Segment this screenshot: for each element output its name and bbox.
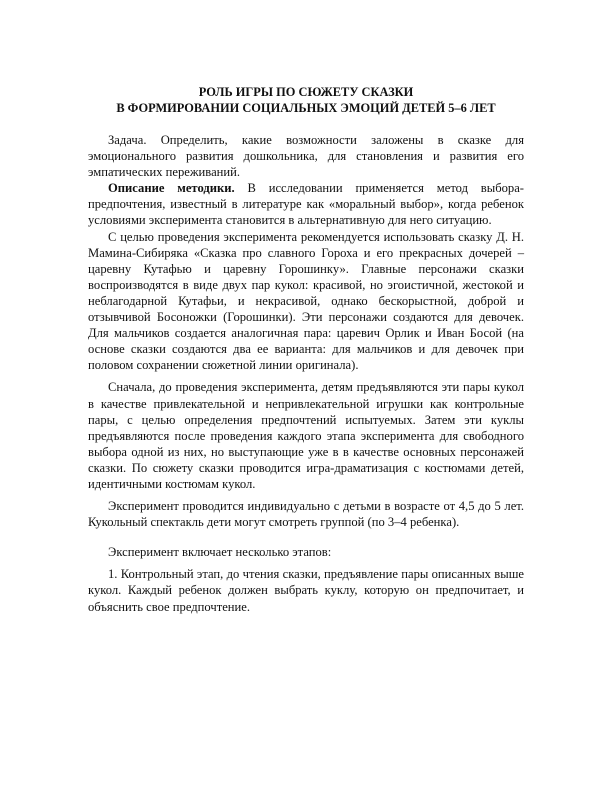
paragraph-procedure: Сначала, до проведения эксперимента, детям предъявляются эти пары кукол в качестве привлекательной и непривлекательной игрушки как контрольные пары, с целью определения предпочтений испытуемых. Затем эти куклы предъявляются после проведения каждого этапа эксперимента для свободного выбора одной из них, но выступающие уже в в качестве основных персонажей сказки. По сюжету сказки проводится игра-драматизация с костюмами детей, идентичными костюмам кукол. [88, 380, 524, 491]
paragraph-stage-1: 1. Контрольный этап, до чтения сказки, предъявление пары описанных выше кукол. Каждый ребенок должен выбрать куклу, которую он предпочитает, и объяснить свое предпочтение. [88, 567, 524, 614]
document-page [88, 84, 524, 615]
paragraph-stages-intro: Эксперимент включает несколько этапов: [108, 545, 332, 560]
document-title [88, 84, 524, 116]
task-text: Определить, какие возможности заложены в сказке для эмоционального развития дошкольника, для становления и развития его эмпатических переживаний. [88, 133, 524, 180]
paragraph-fairy-tale: С целью проведения эксперимента рекомендуется использовать сказку Д. Н. Мамина-Сибиряка «Сказка про славного Гороха и его прекрасных дочерей – царевну Кутафью и царевну Горошинку». Главные персонажи сказки воспроизводятся в виде двух пар кукол: красивой, но эгоистичной, жестокой и неблагодарной Кутафьи, и некрасивой, однако бескорыстной, доброй и отзывчивой Босоножки (Горошинки). Эти персонажи создаются для девочек. Для мальчиков создается аналогичная пара: царевич Орлик и Иван Босой (на основе сказки создаются два ее варианта: для мальчиков и для девочек при половом сохранении сюжетной линии оригинала). [88, 229, 524, 373]
method-lead: Описание методики. [108, 181, 235, 196]
title-line-1: РОЛЬ ИГРЫ ПО СЮЖЕТУ СКАЗКИ [198, 85, 414, 99]
method-text: В исследовании применяется метод выбора-предпочтения, известный в литературе как «моральный выбор», когда ребенок условиями эксперимента становится в альтернативную для него ситуацию. [88, 181, 524, 228]
title-line-2: В ФОРМИРОВАНИИ СОЦИАЛЬНЫХ ЭМОЦИЙ ДЕТЕЙ 5–6 ЛЕТ [116, 101, 496, 115]
paragraph-participants: Эксперимент проводится индивидуально с детьми в возрасте от 4,5 до 5 лет. Кукольный спектакль дети могут смотреть группой (по 3–4 ребенка). [88, 499, 524, 530]
task-lead: Задача. [108, 133, 147, 147]
paragraph-method [88, 180, 524, 228]
paragraph-task [88, 132, 524, 180]
